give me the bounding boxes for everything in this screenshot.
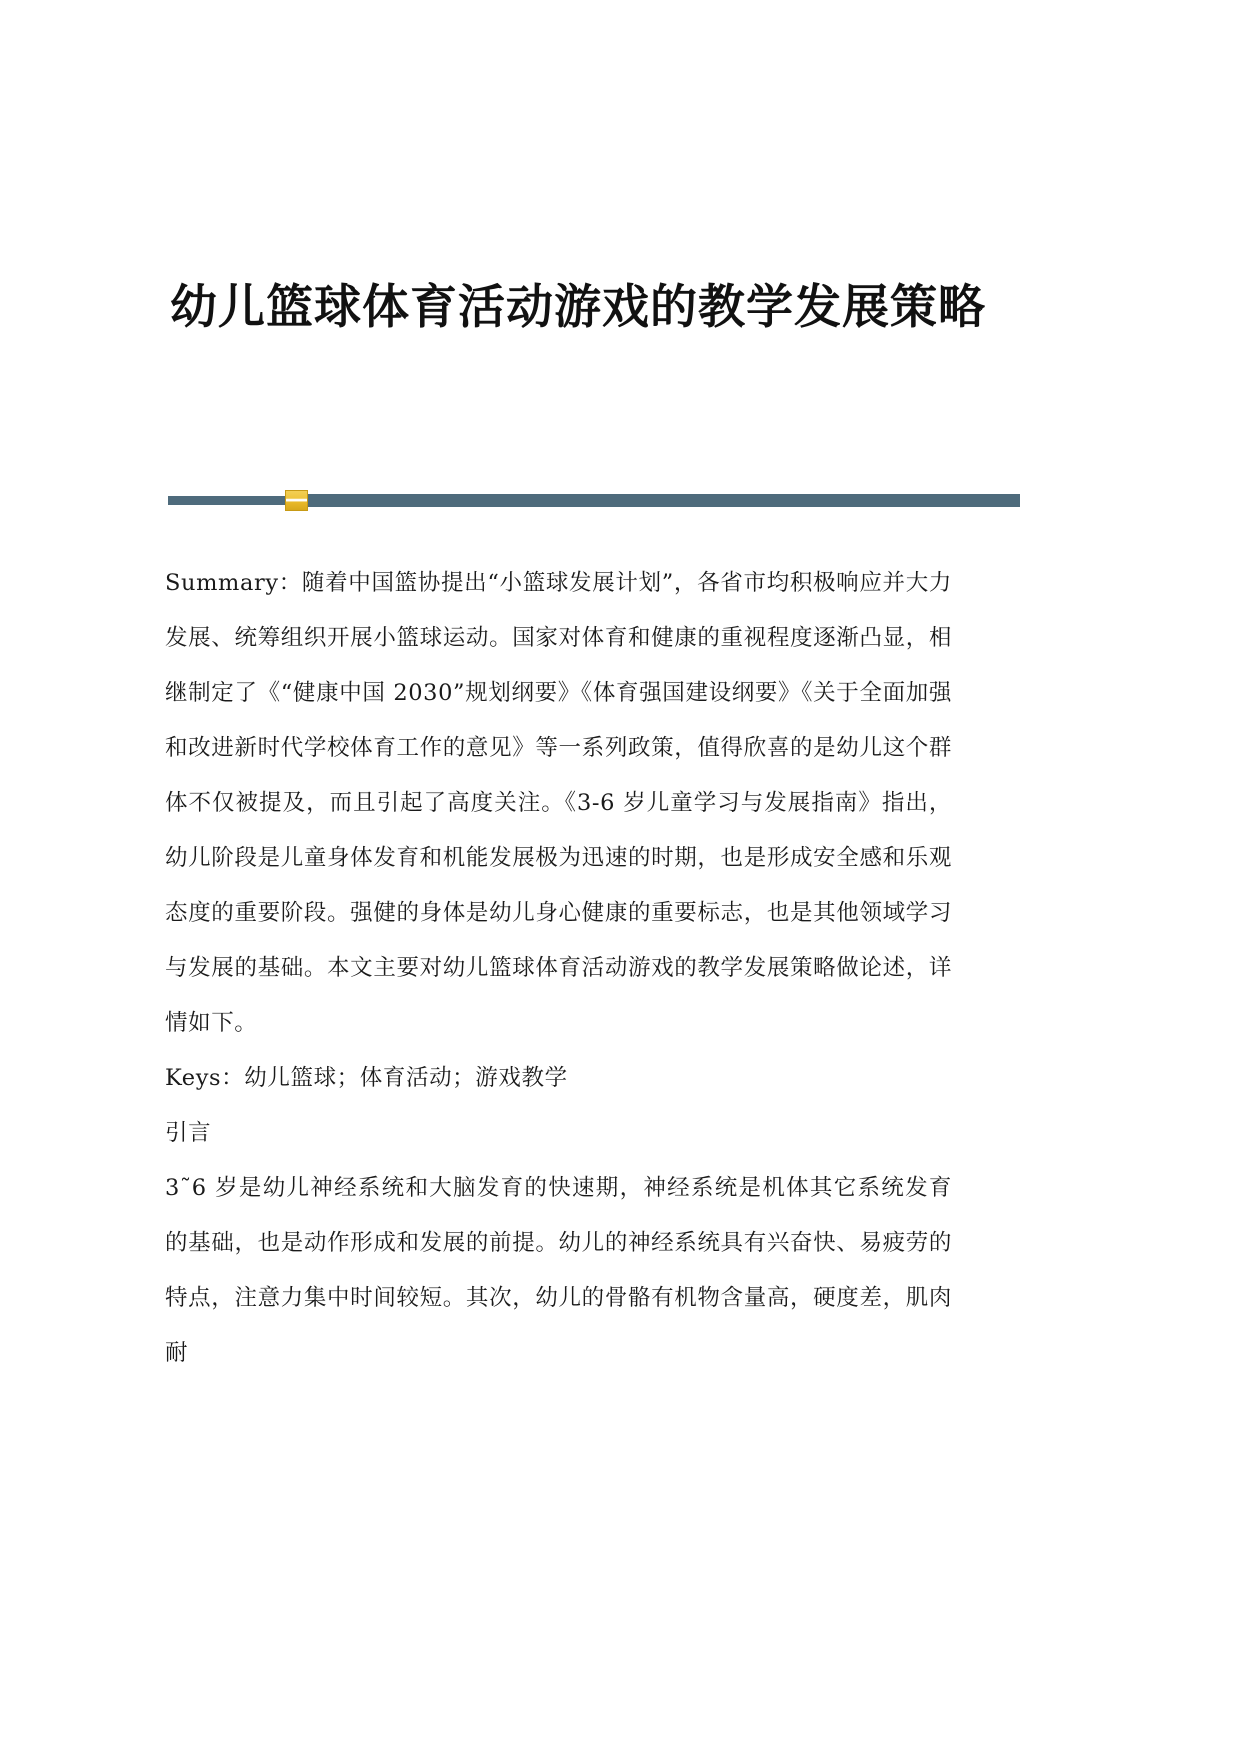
document-body: [165, 556, 952, 1381]
divider-accent-square: [285, 490, 308, 511]
section-heading-introduction: 引言: [165, 1120, 212, 1146]
keywords-paragraph: Keys：幼儿篮球；体育活动；游戏教学: [165, 1065, 568, 1091]
introduction-paragraph: 3˜6 岁是幼儿神经系统和大脑发育的快速期，神经系统是机体其它系统发育的基础，也是动作形成和发展的前提。幼儿的神经系统具有兴奋快、易疲劳的特点，注意力集中时间较短。其次，幼儿的骨骼有机物含量高，硬度差，肌肉耐: [165, 1175, 952, 1366]
abstract-paragraph: Summary：随着中国篮协提出“小篮球发展计划”，各省市均积极响应并大力发展、统筹组织开展小篮球运动。国家对体育和健康的重视程度逐渐凸显，相继制定了《“健康中国 2030”规划纲要》《体育强国建设纲要》《关于全面加强和改进新时代学校体育工作的意见》等一系列政策，值得欣喜的是幼儿这个群体不仅被提及，而且引起了高度关注。《3-6 岁儿童学习与发展指南》指出，幼儿阶段是儿童身体发育和机能发展极为迅速的时期，也是形成安全感和乐观态度的重要阶段。强健的身体是幼儿身心健康的重要标志，也是其他领域学习与发展的基础。本文主要对幼儿篮球体育活动游戏的教学发展策略做论述，详情如下。: [165, 570, 952, 1036]
divider-bar-left: [168, 496, 285, 505]
decorative-divider: [168, 487, 1020, 511]
page-title: 幼儿篮球体育活动游戏的教学发展策略: [170, 280, 986, 336]
divider-bar-right: [308, 494, 1020, 507]
